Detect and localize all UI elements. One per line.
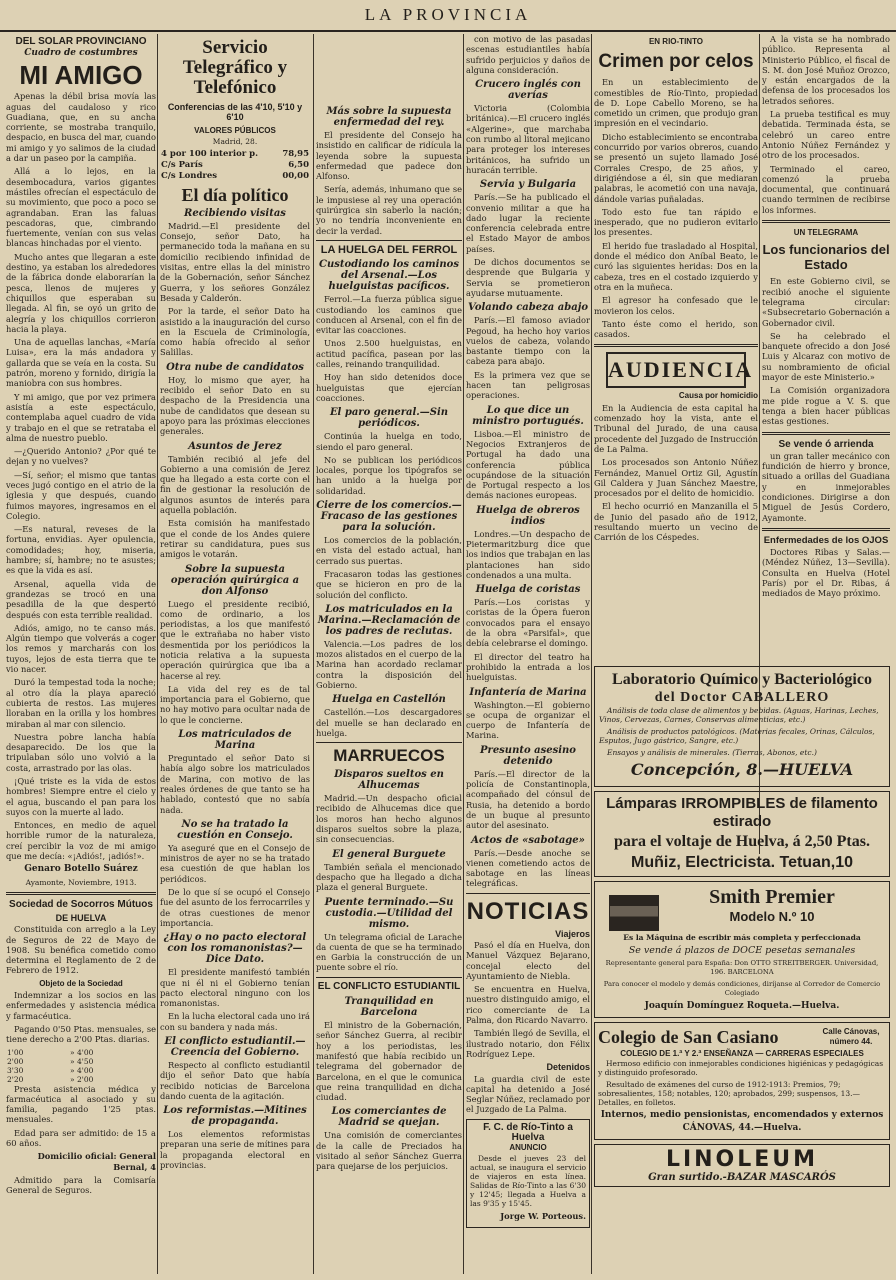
audiencia-title: AUDIENCIA — [606, 352, 746, 388]
kicker: Huelga en Castellón — [332, 694, 446, 706]
paragraph: De lo que sí se ocupó el Consejo fue del asunto de los ferrocarriles y de otras cuestiones de menor importancia. — [160, 887, 310, 928]
column-2 — [160, 34, 310, 1270]
ad-address: CÁNOVAS, 44.—Huelva. — [682, 1123, 802, 1133]
paragraph: Y mi amigo, que por vez primera asistía a este espectáculo, contemplaba aquel cuadro de vida y trabajo en el que se retrataba el alma de nuestro pueblo. — [6, 391, 156, 443]
ad-title: Se vende ó arrienda — [778, 438, 874, 450]
section-heading: DEL SOLAR PROVINCIANO — [15, 36, 147, 47]
table-row — [6, 1066, 156, 1075]
paragraph: En la lucha electoral cada uno irá con su bandera y nada más. — [160, 1011, 310, 1032]
paragraph: El director del teatro ha prohibido la entrada a los huelguistas. — [466, 651, 590, 683]
table-cell: 1'00 — [7, 1047, 24, 1057]
section-heading: MARRUECOS — [333, 746, 445, 766]
paragraph: París.—El famoso aviador Pegoud, ha hecho hoy varios vuelos de cabeza, volando bastante tiempo con la cabeza para abajo. — [466, 315, 590, 367]
divider — [762, 528, 890, 531]
paragraph: Entonces, en medio de aquel horrible rumor de la naturaleza, creí percibir la voz de mi amigo que me decía: «¡Adiós!, ¡adiós!». — [6, 820, 156, 862]
paragraph: Esta comisión ha manifestado que el conde de los Andes quiere retirar su candidatura, pues sus amigos le votarán. — [160, 518, 310, 560]
table-cell: 78,95 — [282, 148, 309, 159]
ad-subtitle: COLEGIO DE 1.ª Y 2.ª ENSEÑANZA — CARRERAS ESPECIALES — [620, 1049, 864, 1058]
paragraph: Nuestra pobre lancha había desaparecido. De los que la tripulaban sólo uno volvió a la costa, arrastrado por las olas. — [6, 731, 156, 773]
ad-subtitle: para el voltaje de Huelva, á 2,50 Ptas. — [614, 833, 870, 850]
divider — [466, 893, 590, 894]
kicker: Volando cabeza abajo — [467, 302, 588, 314]
paragraph: La vida del rey es de tal importancia para el Gobierno, que no hay motivo para ocultar nada de lo que le concierne. — [160, 683, 310, 725]
divider — [316, 742, 462, 743]
kicker: Otra nube de candidatos — [166, 361, 304, 373]
paragraph: Edad para ser admitido: de 15 a 60 años. — [6, 1127, 156, 1149]
paragraph: Victoria (Colombia británica).—El crucero inglés «Algerine», que marchaba con rumbo al litoral mejicano para proteger los intereses británicos, ha sufrido un huracán terrible. — [466, 103, 590, 175]
lamps-ad — [594, 791, 890, 877]
table-row — [160, 160, 310, 171]
masthead: LA PROVINCIA — [0, 0, 896, 32]
paragraph: Se encuentra en Huelva, nuestro distinguido amigo, el rico comerciante de La Palma, don Ricardo Navarro. — [466, 984, 590, 1026]
section-banner: Servicio Telegráfico y Telefónico — [182, 37, 288, 98]
paragraph: Mucho antes que llegaran a este destino, ya estaban los alrededores de la fábrica donde elaborarían la pesca, llenos de mujeres y chiquillos que esperaban su llegada. Al fin, se oyó un grito de alegría y los chiquillos corrieron hacia la playa. — [6, 251, 156, 334]
linoleum-ad — [594, 1144, 890, 1187]
table-cell: 2'00 — [7, 1056, 24, 1066]
paragraph: A la vista se ha nombrado público. Representa al Ministerio Público, el fiscal de S. M. don José Muñoz Orozco, y están encargados de la defensa de los procesados los letrados señores. — [762, 34, 890, 106]
kicker: Los matriculados en la Marina.—Reclamación de los padres de reclutas. — [317, 603, 461, 637]
kicker: Tranquilidad en Barcelona — [344, 996, 434, 1019]
paragraph: Washington.—El gobierno se ocupa de organizar el cuerpo de Infantería de Marina. — [466, 699, 590, 741]
kicker: No se ha tratado la cuestión en Consejo. — [177, 818, 293, 841]
kicker: El paro general.—Sin periódicos. — [329, 407, 449, 430]
table-row — [6, 1048, 156, 1057]
paragraph: Se ha celebrado el banquete ofrecido a don José Luis y Alcaraz con motivo de su nombramiento de oficial mayor de este Ministerio.» — [762, 330, 890, 383]
paragraph: Pagando 0'50 Ptas. mensuales, se tiene derecho a 2'00 Ptas. diarias. — [6, 1023, 156, 1045]
ad-subtitle: Modelo N.º 10 — [729, 909, 815, 924]
author-signature: Genaro Botello Suárez — [24, 864, 138, 875]
smith-premier-ad — [594, 881, 890, 1018]
column-3 — [316, 34, 462, 1270]
ad-text: Es la Máquina de escribir más completa y perfeccionada — [623, 933, 861, 942]
table-cell: 6,50 — [288, 159, 309, 170]
kicker: Más sobre la supuesta enfermedad del rey. — [326, 106, 452, 128]
paragraph: París.—El director de la policía de Constantinopla, acompañado del cónsul de Rusia, ha detenido a bordo de un buque al presunto autor del asesinato. — [466, 768, 590, 831]
column-rule — [313, 34, 314, 1274]
paragraph: Respecto al conflicto estudiantil dijo el señor Dato que había recibido noticias de Barcelona dando cuenta de la agitación. — [160, 1060, 310, 1101]
divider — [316, 977, 462, 978]
paragraph: Una comisión de comerciantes de la calle de Preciados ha visitado al señor Sánchez Guerra para quejarse de los perjuicios. — [316, 1130, 462, 1172]
divider — [594, 344, 758, 347]
kicker: ¿Hay o no pacto electoral con los romanonistas?—Dice Dato. — [163, 932, 307, 966]
paragraph: Es la primera vez que se hacen tan peligrosas operaciones. — [466, 369, 590, 401]
paragraph: Madrid.—El presidente del Consejo, señor Dato, ha permanecido toda la mañana en su domicilio recibiendo infinidad de visitas, entre ellas la del ministro de la Gobernación, señor Sánchez Guerra, y los señores González Besada y Calderón. — [160, 220, 310, 303]
paragraph: Indemnizar a los socios en las enfermedades y asistencia médica y farmacéutica. — [6, 990, 156, 1021]
table-cell: 2'20 — [7, 1074, 24, 1084]
article-title: MI AMIGO — [19, 60, 143, 91]
section-subtitle: Conferencias de las 4'10, 5'10 y 6'10 — [167, 102, 303, 123]
paragraph: Arsenal, aquella vida de grandezas se trocó en una pesadilla de la que despertó después con esta terrible realidad. — [6, 578, 156, 620]
paragraph: El presidente del Consejo ha insistido en calificar de ridícula la leyenda sobre la supuesta enfermedad que padece don Alfonso. — [316, 130, 462, 182]
paragraph: Tanto éste como el herido, son casados. — [594, 318, 758, 340]
typewriter-icon — [609, 895, 659, 931]
paragraph: Allá a lo lejos, en la desembocadura, varios gigantes mástiles ofrecían el espectáculo de su movimiento, que poco a poco se agrandaban. Eran las faluas pescadoras, que, cimbrando fuertemente, venían con sus velas blancas hinchadas por el viento. — [6, 166, 156, 249]
kicker: Detenidos — [546, 1062, 590, 1073]
table-row — [160, 171, 310, 182]
paragraph: Hoy, lo mismo que ayer, ha recibido el señor Dato en su despacho de la Presidencia una nube de candidatos que desean su apoyo para las próximas elecciones generales. — [160, 374, 310, 437]
column-rule — [157, 34, 158, 1274]
paragraph: El agresor ha confesado que le movieron los celos. — [594, 295, 758, 316]
paragraph: Lisboa.—El ministro de Negocios Extranjeros de Portugal ha dado una conferencia pública ocupándose de la situación de Portugal respecto a los demás naciones europeas. — [466, 428, 590, 501]
ad-text: Análisis de productos patológicos. (Materias fecales, Orinas, Cálculos, Esputos, Jugo gástrico, Sangre, etc.) — [599, 727, 875, 745]
divider — [762, 432, 890, 435]
paragraph: Una de aquellas lanchas, «María Luisa», era la más andadora y gallarda que se veía en la costa. Su patrón, moreno y fornido, dirigía la maniobra con sus hombres. — [6, 337, 156, 389]
column-rule — [591, 34, 592, 1274]
table-cell: 3'30 — [7, 1065, 24, 1075]
ad-text: Para conocer el modelo y demás condiciones, diríjanse al Corredor de Comercio Colegiado — [603, 980, 881, 997]
ad-text: Internos, medio pensionistas, encomendados y externos — [600, 1110, 884, 1120]
ad-text: un gran taller mecánico con fundición de hierro y bronce, situado a orillas del Guadiana y en inmejorables condiciones. Dirigirse a don Miguel de Jesús Cordero, Ayamonte. — [762, 450, 890, 523]
kicker: Presunto asesino detenido — [480, 744, 576, 767]
paragraph: Hoy han sido detenidos doce huelguistas que ejercían coacciones. — [316, 372, 462, 403]
paragraph: Dicho establecimiento se encontraba concurrido por varios obreros, cuando se presentó un sujeto llamado José Corrales Crespo, de 25 años, y dirigiéndose a él, sin que mediaran palabras, le acometió con una navaja, dándole varias puñaladas. — [594, 131, 758, 204]
ad-text: Doctores Ribas y Salas.—(Méndez Núñez, 13—Sevilla). Consulta en Huelva (Hotel París) por el Dr. Ribas, á mediados de Mayo próximo. — [762, 547, 890, 599]
paragraph: —¿Querido Antonio? ¿Por qué te dejan y no vuelves? — [6, 446, 156, 467]
section-heading: UN TELEGRAMA — [793, 228, 859, 238]
laboratory-ad — [594, 666, 890, 787]
ad-text: Se vende á plazos de DOCE pesetas semanales — [628, 945, 856, 956]
paragraph: Ya aseguré que en el Consejo de ministros de ayer no se ha tratado esa cuestión de que hablan los periódicos. — [160, 842, 310, 884]
divider — [762, 220, 890, 223]
paragraph: Sería, además, inhumano que se le impusiese al rey una operación quirúrgica sin saberlo la nación; yo no tendría inconveniente en decir la verdad. — [316, 184, 462, 236]
table-cell: 00,00 — [282, 170, 309, 181]
paragraph: Pasó el día en Huelva, don Manuel Vázquez Bejarano, concejal electo del Ayuntamiento de Niebla. — [466, 940, 590, 981]
ad-text: Resultado de exámenes del curso de 1912-1913: Premios, 79; sobresalientes, 158; notables, 120; aprobados, 299; suspensos, 13.—Detalles, en folletos. — [598, 1080, 860, 1107]
table-cell: » 4'00 — [70, 1065, 94, 1075]
paragraph: En este Gobierno civil, se recibió anoche el siguiente telegrama circular: «Subsecretario Gobernación a Gobernador civil. — [762, 276, 890, 328]
article-title: Los funcionarios del Estado — [762, 242, 890, 273]
kicker: Custodiando los caminos del Arsenal.—Los huelguistas pacíficos. — [319, 259, 459, 293]
paragraph: Constituida con arreglo a la Ley de Seguros de 22 de Mayo de 1908. Su benéfica cometido como determina el Reglamento de 2 de Febrero de 1912. — [6, 924, 156, 976]
paragraph: El herido fue trasladado al Hospital, donde el médico don Aníbal Beato, le curó las siguientes heridas: Dos en la cabeza, tres en el costado izquierdo y otra en la muñeca. — [594, 240, 758, 292]
society-address: Domicilio oficial: General Bernal, 4 — [37, 1151, 156, 1172]
paragraph: El ministro de la Gobernación, señor Sánchez Guerra, al recibir hoy a los periodistas, les manifestó que había recibido un telegrama del gobernador de Barcelona, en el que le comunica que reina tranquilidad en dicha ciudad. — [316, 1020, 462, 1103]
section-heading: LA HUELGA DEL FERROL — [320, 243, 458, 256]
kicker: El conflicto estudiantil.—Creencia del Gobierno. — [164, 1036, 306, 1058]
kicker: Los comerciantes de Madrid se quejan. — [331, 1106, 447, 1129]
section-heading: EL CONFLICTO ESTUDIANTIL — [317, 980, 461, 992]
paragraph: Los comercios de la población, en vista del estado actual, han cerrado sus puertas. — [316, 535, 462, 566]
dateline: Madrid, 28. — [212, 136, 258, 146]
ad-address: Muñiz, Electricista. Tetuan,10 — [631, 854, 853, 871]
paragraph: También llegó de Sevilla, el ilustrado notario, don Félix Rodríguez Lepe. — [466, 1028, 590, 1059]
society-title: Sociedad de Socorros Mútuos — [9, 898, 153, 910]
ad-text: Análisis de toda clase de alimentos y bebidas. (Aguas, Harinas, Leches, Vinos, Cervezas, Carnes, Conservas alimenticias, etc.) — [599, 706, 879, 724]
kicker: Disparos sueltos en Alhucemas — [334, 769, 444, 792]
ad-address: Calle Cánovas, número 44. — [822, 1027, 880, 1046]
kicker: El general Burguete — [332, 848, 446, 860]
column-rule — [463, 34, 464, 1274]
ad-address: Concepción, 8.—HUELVA — [630, 760, 854, 779]
kicker: EN RIO-TINTO — [648, 37, 704, 46]
ad-subtitle: ANUNCIO — [509, 1143, 547, 1153]
paragraph: Presta asistencia médica y farmacéutica al asociado y su familia, pagando 1'25 ptas. mensuales. — [6, 1083, 156, 1125]
ad-title: Colegio de San Casiano — [598, 1027, 779, 1047]
article-title: El día político — [181, 184, 289, 205]
divider — [6, 892, 156, 895]
kicker: Crucero inglés con averías — [475, 79, 581, 102]
paragraph: ¡Qué triste es la vida de estos hombres! Siempre entre el cielo y el agua, buscando el pan para los suyos con la muerte al lado. — [6, 776, 156, 817]
paragraph: Admitido para la Comisaría General de Seguros. — [6, 1174, 156, 1196]
fee-table — [6, 1048, 156, 1084]
table-cell: » 4'50 — [70, 1056, 94, 1066]
table-cell: C/s París — [161, 159, 203, 170]
kicker: Servia y Bulgaria — [479, 179, 577, 191]
paragraph: Un telegrama oficial de Larache da cuenta de que se ha terminado en Garbia la construcción de un puente sobre el río. — [316, 931, 462, 973]
ad-text: Desde el jueves 23 del actual, se inaugura el servicio de viajeros en esta línea. Salidas de Río-Tinto a las 6'30 y 12'45; llegada a Huelva a las 9'35 y 15'45. — [470, 1153, 586, 1208]
kicker: Actos de «sabotage» — [471, 834, 585, 846]
kicker: Recibiendo visitas — [184, 207, 286, 219]
paragraph: Fracasaron todas las gestiones que se hicieron en pro de la solución del conflicto. — [316, 568, 462, 600]
paragraph: París.—Se ha publicado el convenio militar a que ha dado lugar la reciente conferencia celebrada entre el Estado Mayor de ambos países. — [466, 192, 590, 254]
paragraph: Por la tarde, el señor Dato ha asistido a la inauguración del curso en la Escuela de Criminología, como había ofrecido al señor Salillas. — [160, 306, 310, 358]
kicker: Sobre la supuesta operación quirúrgica a don Alfonso — [170, 563, 300, 597]
paragraph: Adiós, amigo, no te canso más. Algún tiempo que volverás a coger los remos y marcharás con los tuyos, lejos de esta tierra que te vio nacer. — [6, 622, 156, 675]
kicker: Viajeros — [555, 928, 590, 939]
ad-title: F. C. de Río-Tinto a Huelva — [483, 1121, 573, 1144]
paragraph: La guardia civil de este capital ha detenido a José Seglar Núñez, reclamado por el Juzgado de La Palma. — [466, 1073, 590, 1115]
paragraph: Castellón.—Los descargadores del muelle se han declarado en huelga. — [316, 707, 462, 738]
kicker: Los matriculados de Marina — [178, 729, 292, 752]
kicker: Huelga de coristas — [475, 584, 581, 596]
paragraph: También señala el mencionado despacho que ha llegado a dicha plaza el general Burguete. — [316, 861, 462, 893]
table-cell: » 2'00 — [70, 1074, 94, 1084]
paragraph: Valencia.—Los padres de los mozos alistados en el cuerpo de la Marina han acordado reclamar contra la disposición del Gobierno. — [316, 638, 462, 690]
paragraph: Los procesados son Antonio Núñez Fernández, Manuel Ortiz Gil, Agustín Gil Caldera y Juan Sánchez Maestre, procesados por el delito de homicidio. — [594, 457, 758, 499]
paragraph: Apenas la débil brisa movía las aguas del caudaloso y rico Guadiana, que, en su ancha corriente, se mostraba tranquilo, despacio, en busca del mar, cuando mi amigo y yo salimos de la ciudad a dar un paseo por la campiña. — [6, 91, 156, 164]
paragraph: Todo esto fue tan rápido e inesperado, que no pudieron evitarlo los presentes. — [594, 206, 758, 238]
kicker: Los reformistas.—Mitines de propaganda. — [163, 1105, 307, 1128]
column-4 — [466, 34, 590, 1270]
paragraph: En un establecimiento de comestibles de Río-Tinto, propiedad de D. Lope Cabello Moreno, se ha cometido un crimen, que produjo gran impresión en el vecindario. — [594, 77, 758, 129]
table-cell: 4 por 100 interior p. — [161, 148, 259, 159]
paragraph: También recibió al jefe del Gobierno a una comisión de Jerez que ha llegado a esta corte con el fin de gestionar la resolución de algunos asuntos de interés para aquella población. — [160, 453, 310, 516]
paragraph: Los elementos reformistas preparan una serie de mítines para la propaganda electoral en provincias. — [160, 1129, 310, 1171]
paragraph: —Sí, señor; el mismo que tantas veces jugó contigo en el atrio de la iglesia y que después, cuando fuimos mayores, ingresamos en el Colegio. — [6, 469, 156, 521]
column-5 — [594, 34, 758, 543]
ad-text: Ensayos y análisis de minerales. (Tierras, Abonos, etc.) — [607, 748, 817, 757]
section-heading: NOTICIAS — [466, 897, 590, 925]
paragraph: El hecho ocurrió en Manzanilla el 5 de Junio del pasado año de 1912, resultando muerto un vecino de Carrión de los Céspedes. — [594, 501, 758, 543]
table-row — [6, 1075, 156, 1084]
ad-title: Lámparas IRROMPIBLES de filamento estirado — [606, 795, 878, 830]
ad-subtitle: Gran surtido.-BAZAR MASCARÓS — [648, 1172, 836, 1183]
audiencia-subtitle: Causa por homicidio — [678, 391, 758, 401]
kicker: Huelga de obreros indios — [476, 504, 580, 527]
ad-text: Hermoso edificio con inmejorables condiciones higiénicas y pedagógicas y distinguido profesorado. — [598, 1059, 884, 1077]
paragraph: Luego el presidente recibió, como de ordinario, a los periodistas, a los que manifestó que le extrañaba no haber visto desmentida por los periódicos la noticia relativa a la supuesta operación quirúrgica que iba a hacerse al rey. — [160, 598, 310, 681]
column-1 — [6, 34, 156, 1270]
paragraph: De dichos documentos se desprende que Bulgaria y Servia se prometieron ayudarse mutuamente. — [466, 257, 590, 298]
paragraph: Continúa la huelga en todo, siendo el paro general. — [316, 431, 462, 452]
paragraph: La prueba testifical es muy debatida. Terminada ésta, se celebró un careo entre Antonio Núñez Fernández y otro de los procesados. — [762, 109, 890, 161]
paragraph: Terminado el careo, comenzó la prueba documental, que continuará cuando terminen de recibirse los informes. — [762, 163, 890, 215]
paragraph: No se publican los periódicos locales, porque los tipógrafos se han unido a la huelga por solidaridad. — [316, 454, 462, 496]
ad-title: Smith Premier — [709, 886, 835, 908]
quotes-table — [160, 149, 310, 182]
table-cell: C/s Londres — [161, 170, 218, 181]
kicker: Puente terminado.—Su custodia.—Utilidad del mismo. — [324, 896, 454, 930]
college-ad — [594, 1022, 890, 1140]
ad-signature: Jorge W. Porteous. — [500, 1210, 586, 1221]
ad-signature: Joaquín Domínguez Roqueta.—Huelva. — [644, 1001, 840, 1011]
table-row — [160, 149, 310, 160]
paragraph: París.—Desde anoche se vienen cometiendo actos de sabotage en las líneas telegráficas. — [466, 847, 590, 889]
paragraph: Duró la tempestad toda la noche; al otro día la playa apareció cubierta de restos. Las mujeres lloraban en la orilla y los hombres miraban al mar con silencio. — [6, 677, 156, 729]
table-cell: » 4'00 — [70, 1047, 94, 1057]
kicker: Cuadro de costumbres — [24, 48, 138, 59]
kicker: Infantería de Marina — [469, 686, 587, 698]
paragraph: Madrid.—Un despacho oficial recibido de Alhucemas dice que los moros han hecho algunos disparos sueltos sobre la plaza, sin consecuencias. — [316, 793, 462, 845]
ad-text: Representante general para España: Don OTTO STREITBERGER. Universidad, 196. BARCELONA — [605, 959, 879, 976]
table-row — [6, 1057, 156, 1066]
paragraph: Londres.—Un despacho de Pietermaritzburg dice que los indios que trabajan en las plantaciones han sido condenados a una multa. — [466, 528, 590, 580]
dateline: Ayamonte, Noviembre, 1913. — [25, 877, 137, 887]
public-values-heading: VALORES PÚBLICOS — [194, 125, 276, 135]
ad-subtitle: del Doctor CABALLERO — [654, 690, 830, 705]
paragraph: París.—Los coristas y coristas de la Ópera fueron convocados para el ensayo de la obra «Parsifal», que debía celebrarse el domingo. — [466, 597, 590, 649]
ad-title: Laboratorio Químico y Bacteriológico — [612, 671, 872, 688]
advertisements — [594, 666, 890, 1256]
railway-notice — [466, 1119, 590, 1228]
ad-header — [598, 1026, 886, 1048]
article-title: Crimen por celos — [598, 51, 754, 73]
kicker: Lo que dice un ministro portugués. — [472, 404, 584, 427]
paragraph: con motivo de las pasadas escenas estudiantiles había sufrido perjuicios y daños de alguna consideración. — [466, 34, 590, 75]
paragraph: En la Audiencia de esta capital ha comenzado hoy la vista, ante el Tribunal del Jurado, de una causa procedente del Juzgado de Instrucción de La Palma. — [594, 402, 758, 454]
ad-title: LINOLEUM — [665, 1147, 819, 1172]
paragraph: —Es natural, reveses de la fortuna, envidias. Ayer opulencia, comodidades; hoy, miseria, hambre; sí, hambre; no te asustes; es que la vida es así. — [6, 524, 156, 576]
kicker: Cierre de los comercios.—Fracaso de las gestiones para la solución. — [316, 500, 462, 534]
kicker: Asuntos de Jerez — [188, 440, 282, 452]
paragraph: Ferrol.—La fuerza pública sigue custodiando los caminos que conducen al Arsenal, con el fin de evitar las coacciones. — [316, 294, 462, 336]
paragraph: Unos 2.500 huelguistas, en actitud pacífica, pasean por las calles, reinando tranquilidad. — [316, 338, 462, 370]
divider — [316, 240, 462, 241]
ad-title: Enfermedades de los OJOS — [763, 534, 889, 546]
paragraph: Preguntado el señor Dato si había algo sobre los matriculados de Marina, con motivo de las reales órdenes de que tanto se ha hablado, contestó que no sabía nada. — [160, 753, 310, 815]
society-subtitle: DE HUELVA — [55, 912, 107, 923]
paragraph: El presidente manifestó también que ni él ni el Gobierno tenían pacto electoral ninguno con los romanonistas. — [160, 967, 310, 1009]
paragraph: La Comisión organizadora me pide rogue a V. S. que tenga a bien hacer públicas estas gestiones. — [762, 385, 890, 427]
society-subheading: Objeto de la Sociedad — [39, 978, 123, 988]
